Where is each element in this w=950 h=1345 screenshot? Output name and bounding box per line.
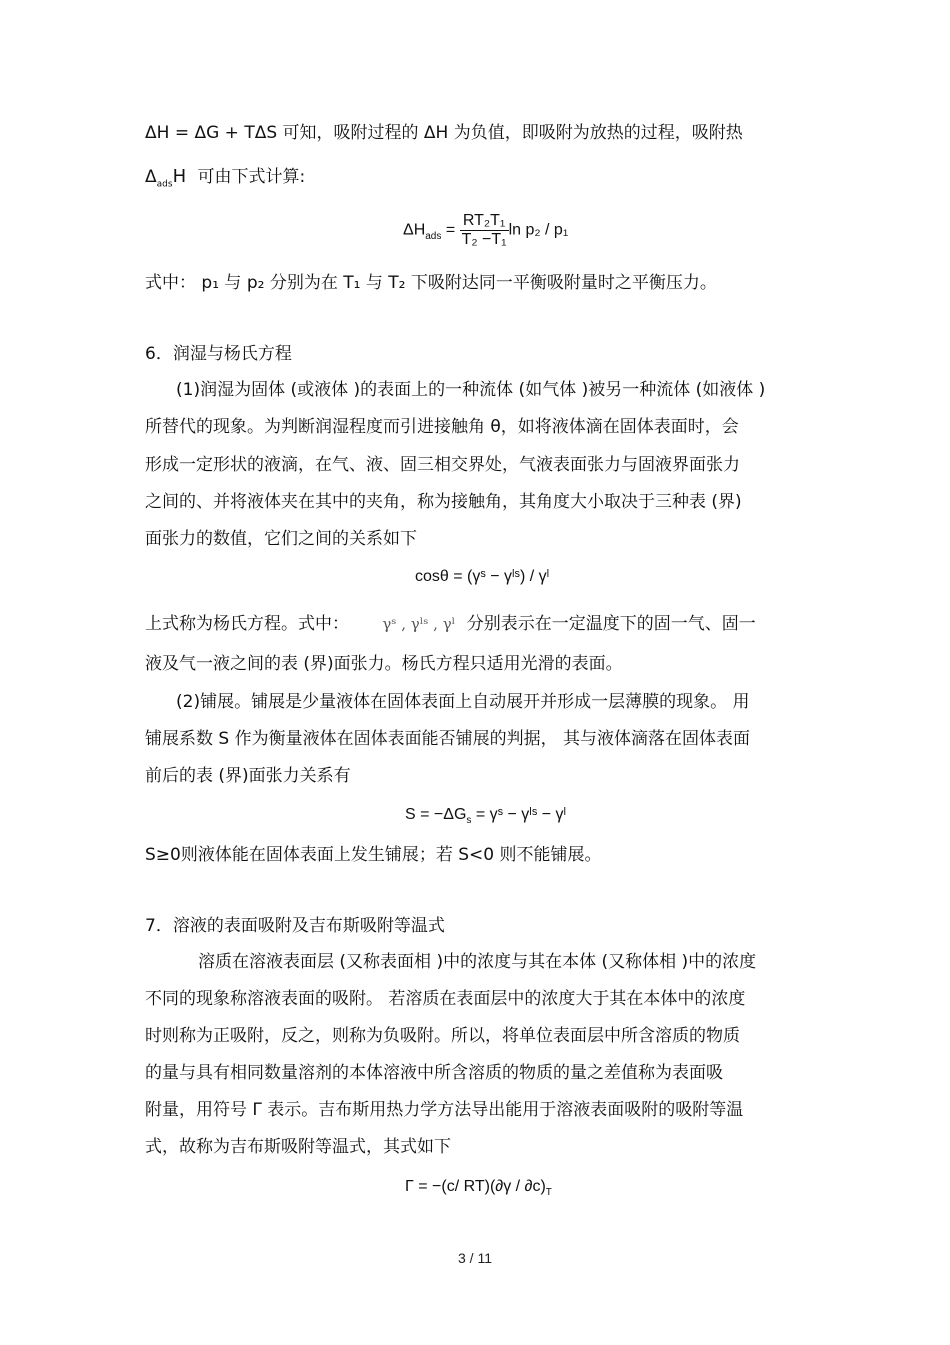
text-line: 溶质在溶液表面层 (又称表面相 )中的浓度与其在本体 (又称体相 )中的浓度 (198, 952, 757, 972)
equation-adsorption-heat (403, 212, 568, 249)
text-line (145, 166, 305, 195)
text-line: (2)铺展。铺展是少量液体在固体表面上自动展开并形成一层薄膜的现象。 用 (176, 692, 750, 712)
h-symbol: H (172, 166, 187, 187)
eq-rhs: ln p₂ / p₁ (508, 221, 569, 239)
text-line: 所替代的现象。为判断润湿程度而引进接触角 θ，如将液体滴在固体表面时，会 (145, 417, 739, 437)
eq-lhs-sub: ads (425, 230, 442, 242)
text-line: 附量，用符号 Γ 表示。吉布斯用热力学方法导出能用于溶液表面吸附的吸附等温 (145, 1100, 744, 1120)
text-line: 之间的、并将液体夹在其中的夹角，称为接触角，其角度大小取决于三种表 (界) (145, 492, 742, 512)
eq-sub: T (545, 1187, 552, 1199)
fraction (460, 212, 509, 249)
equation-spreading (405, 806, 566, 826)
subscript: ads (156, 179, 173, 190)
section-heading: 6．润湿与杨氏方程 (145, 344, 292, 364)
eq-lhs: ΔH (403, 221, 426, 239)
section-heading: 7．溶液的表面吸附及吉布斯吸附等温式 (145, 916, 445, 936)
text-fragment: 上式称为杨氏方程。式中： (145, 614, 349, 634)
text-line: 前后的表 (界)面张力关系有 (145, 766, 351, 786)
eq-sub: s (466, 815, 472, 827)
text-line (145, 613, 756, 635)
fraction-numerator: RT₂T₁ (460, 212, 509, 231)
equals-sign: = (445, 221, 456, 239)
text-line: 形成一定形状的液滴，在气、液、固三相交界处，气液表面张力与固液界面张力 (145, 455, 740, 475)
text-line: 式，故称为吉布斯吸附等温式，其式如下 (145, 1137, 451, 1157)
equation-young: cosθ = (γˢ − γˡˢ) / γˡ (415, 568, 550, 585)
text-fragment: 分别表示在一定温度下的固一气、固一 (466, 614, 756, 634)
eq-rhs: = γˢ − γˡˢ − γˡ (475, 806, 567, 823)
text-line: 铺展系数 S 作为衡量液体在固体表面能否铺展的判据， 其与液体滴落在固体表面 (145, 729, 751, 749)
page-number: 3 / 11 (458, 1250, 492, 1266)
text-line: 时则称为正吸附，反之，则称为负吸附。所以，将单位表面层中所含溶质的物质 (145, 1026, 740, 1046)
text-line: 面张力的数值，它们之间的关系如下 (145, 529, 417, 549)
eq-body: Γ = −(c/ RT)(∂γ / ∂c) (405, 1178, 546, 1195)
text-line: 不同的现象称溶液表面的吸附。 若溶质在表面层中的浓度大于其在本体中的浓度 (145, 989, 746, 1009)
eq-lhs: S = −ΔG (405, 806, 467, 823)
text-line: S≥0则液体能在固体表面上发生铺展；若 S<0 则不能铺展。 (145, 845, 602, 865)
text-line: 式中： p₁ 与 p₂ 分别为在 T₁ 与 T₂ 下吸附达同一平衡吸附量时之平衡压力。 (145, 273, 717, 293)
gamma-symbols: γˢ , γˡˢ , γˡ (382, 615, 456, 633)
equation-gibbs (405, 1178, 552, 1198)
text-line: 液及气一液之间的表 (界)面张力。杨氏方程只适用光滑的表面。 (145, 654, 623, 674)
fraction-denominator: T₂ −T₁ (461, 231, 507, 248)
text-line: (1)润湿为固体 (或液体 )的表面上的一种流体 (如气体 )被另一种流体 (如液体 ) (176, 380, 766, 400)
text-fragment: 可由下式计算: (197, 167, 306, 187)
text-line: 的量与具有相同数量溶剂的本体溶液中所含溶质的物质的量之差值称为表面吸 (145, 1063, 723, 1083)
delta-symbol: Δ (145, 167, 157, 187)
text-line: ΔH = ΔG + TΔS 可知，吸附过程的 ΔH 为负值，即吸附为放热的过程，吸附热 (145, 123, 743, 143)
